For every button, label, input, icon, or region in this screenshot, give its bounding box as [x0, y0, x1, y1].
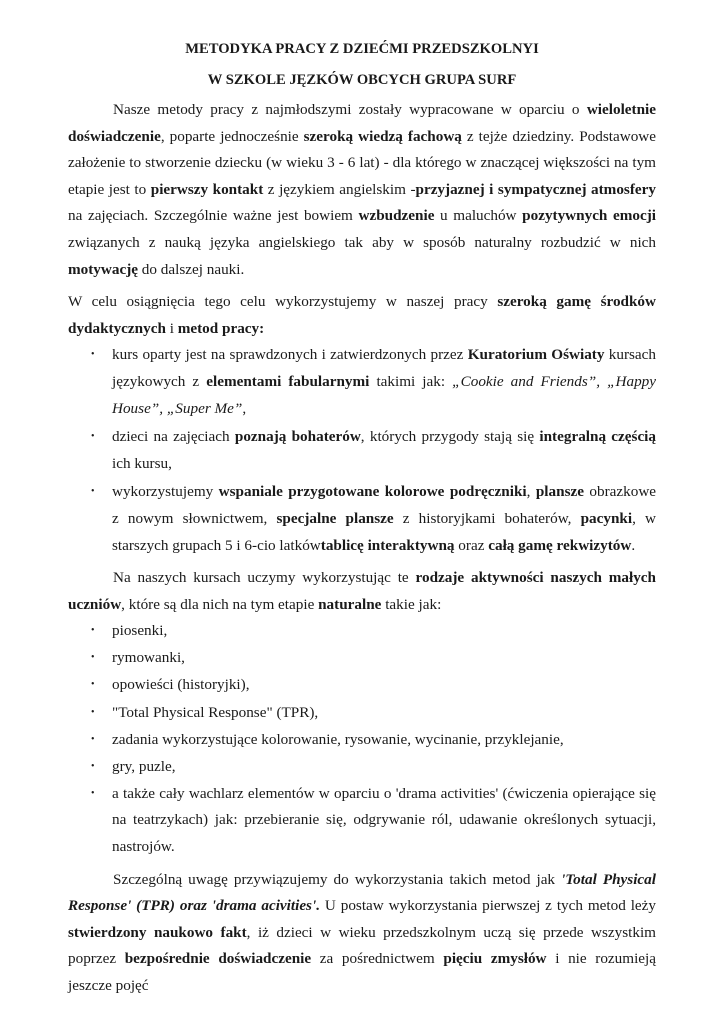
text-run: , poparte jednocześnie — [160, 127, 304, 145]
text-run: i — [165, 319, 178, 337]
bullet-icon: • — [91, 486, 95, 498]
text-run: związanych z nauką języka angielskiego tak aby w sposób naturalny rozbudzić w nich — [68, 233, 656, 251]
emphasized-text: rodzaje aktywności naszych małych uczniów — [68, 569, 656, 613]
emphasized-text: wspaniale przygotowane kolorowe podręczniki — [218, 483, 527, 501]
text-run: kursach językowych z — [112, 346, 656, 390]
bullet-icon: • — [91, 787, 95, 799]
text-run: piosenki, — [112, 622, 168, 640]
emphasized-text: Kuratorium Oświaty — [467, 346, 605, 364]
bullet-icon: • — [91, 625, 95, 637]
methods-intro-paragraph — [68, 289, 656, 342]
text-run: rymowanki, — [112, 649, 185, 667]
list-item — [91, 424, 656, 477]
list-item — [91, 754, 656, 781]
text-run: opowieści (historyjki), — [112, 676, 250, 694]
text-run: , — [242, 399, 247, 417]
text-run: z tejże dziedziny. Podstawowe założenie to stworzenie dziecku (w wieku 3 - 6 lat) - dla którego w znaczącej większości na tym etapie jest to — [68, 127, 656, 198]
bullet-icon: • — [91, 706, 95, 718]
emphasized-text: szeroką gamę środków dydaktycznych — [68, 293, 656, 337]
bullet-icon: • — [91, 652, 95, 664]
text-run: obrazkowe z nowym słownictwem, — [112, 483, 657, 527]
text-run: , iż dzieci w wieku przedszkolnym uczą się przede wszystkim poprzez — [68, 923, 656, 968]
text-run: takie jak: — [381, 595, 442, 613]
text-run: ich kursu, — [112, 454, 172, 472]
text-run: z językiem angielskim - — [263, 180, 416, 198]
text-run: u maluchów — [434, 207, 523, 225]
text-run: , w starszych grupach 5 i 6-cio latków — [112, 509, 657, 554]
list-item — [91, 672, 656, 699]
emphasized-text: pozytywnych emocji — [522, 207, 656, 225]
list-item — [91, 618, 656, 645]
bullet-icon: • — [91, 679, 95, 691]
text-run: , które są dla nich na tym etapie — [121, 595, 319, 613]
document-title-line-1: METODYKA PRACY Z DZIEĆMI PRZEDSZKOLNYI — [185, 41, 539, 57]
list-item — [91, 727, 656, 754]
emphasized-text: „Cookie and Friends”, „Happy House”, „Super Me” — [112, 372, 657, 417]
emphasized-text: przyjaznej i sympatycznej atmosfery — [415, 180, 656, 198]
text-run: kurs oparty jest na sprawdzonych i zatwierdzonych przez — [112, 346, 468, 364]
emphasized-text: elementami fabularnymi — [206, 372, 370, 390]
text-run: "Total Physical Response" (TPR), — [112, 703, 319, 721]
emphasized-text: całą gamę rekwizytów — [488, 536, 632, 554]
bullet-icon: • — [91, 431, 95, 443]
didactic-means-list — [68, 342, 656, 559]
list-item — [91, 781, 656, 861]
emphasized-text: metod pracy: — [177, 319, 265, 337]
text-run: na zajęciach. Szczególnie ważne jest bowiem — [68, 207, 359, 225]
emphasized-text: szeroką wiedzą fachową — [303, 127, 462, 145]
text-run: takimi jak: — [369, 372, 453, 390]
activities-intro-paragraph — [68, 565, 656, 618]
methods-emphasis-paragraph — [68, 867, 656, 1000]
document-title-line-2: W SZKOLE JĘZKÓW OBCYCH GRUPA SURF — [207, 72, 517, 88]
bullet-icon: • — [91, 349, 95, 361]
emphasized-text: wzbudzenie — [358, 207, 435, 225]
emphasized-text: pierwszy kontakt — [150, 180, 264, 198]
list-item — [91, 342, 657, 422]
text-run: W celu osiągnięcia tego celu wykorzystujemy w naszej pracy — [68, 293, 498, 311]
text-run: zadania wykorzystujące kolorowanie, rysowanie, wycinanie, przyklejanie, — [112, 730, 564, 748]
activities-list — [68, 618, 656, 860]
list-item — [91, 645, 656, 672]
emphasized-text: motywację — [68, 260, 138, 278]
text-run: do dalszej nauki. — [138, 260, 245, 278]
emphasized-text: wieloletnie doświadczenie — [68, 101, 656, 145]
text-run: Na naszych kursach uczymy wykorzystując te — [113, 569, 416, 587]
emphasized-text: stwierdzony naukowo fakt — [68, 923, 247, 941]
text-run: , których przygody stają się — [360, 428, 540, 446]
emphasized-text: poznają bohaterów — [234, 428, 361, 446]
emphasized-text: plansze — [535, 483, 584, 501]
text-run: wykorzystujemy — [112, 483, 219, 501]
text-run: Szczególną uwagę przywiązujemy do wykorzystania takich metod jak — [113, 870, 562, 888]
intro-paragraph — [68, 97, 656, 283]
emphasized-text: pięciu zmysłów — [443, 950, 547, 968]
bullet-icon: • — [91, 733, 95, 745]
text-run: dzieci na zajęciach — [112, 428, 235, 446]
emphasized-text: specjalne plansze — [276, 509, 394, 527]
text-run: , — [526, 483, 536, 501]
text-run: U postaw wykorzystania pierwszej z tych metod leży — [320, 897, 656, 915]
text-run: oraz — [454, 536, 489, 554]
text-run: Nasze metody pracy z najmłodszymi zostały wypracowane w oparciu o — [113, 101, 587, 118]
emphasized-text: pacynki — [580, 509, 633, 527]
emphasized-text: 'Total Physical Response' (TPR) oraz 'drama acivities'. — [68, 870, 656, 915]
text-run: i nie rozumieją jeszcze pojęć — [68, 950, 656, 994]
emphasized-text: tablicę interaktywną — [320, 536, 455, 554]
bullet-icon: • — [91, 760, 95, 772]
emphasized-text: naturalne — [318, 595, 382, 613]
text-run: gry, puzle, — [112, 757, 176, 775]
emphasized-text: bezpośrednie doświadczenie — [124, 950, 312, 968]
text-run: a także cały wachlarz elementów w oparciu o 'drama activities' (ćwiczenia opierające się na teatrzykach) jak: przebieranie się, odgrywanie ról, udawanie określonych sytuacji, nastrojów. — [112, 784, 656, 856]
text-run: z historyjkami bohaterów, — [393, 509, 581, 527]
emphasized-text: integralną częścią — [539, 428, 656, 446]
text-run: . — [631, 536, 636, 554]
text-run: za pośrednictwem — [311, 950, 444, 968]
list-item — [91, 700, 656, 727]
list-item — [91, 479, 657, 559]
